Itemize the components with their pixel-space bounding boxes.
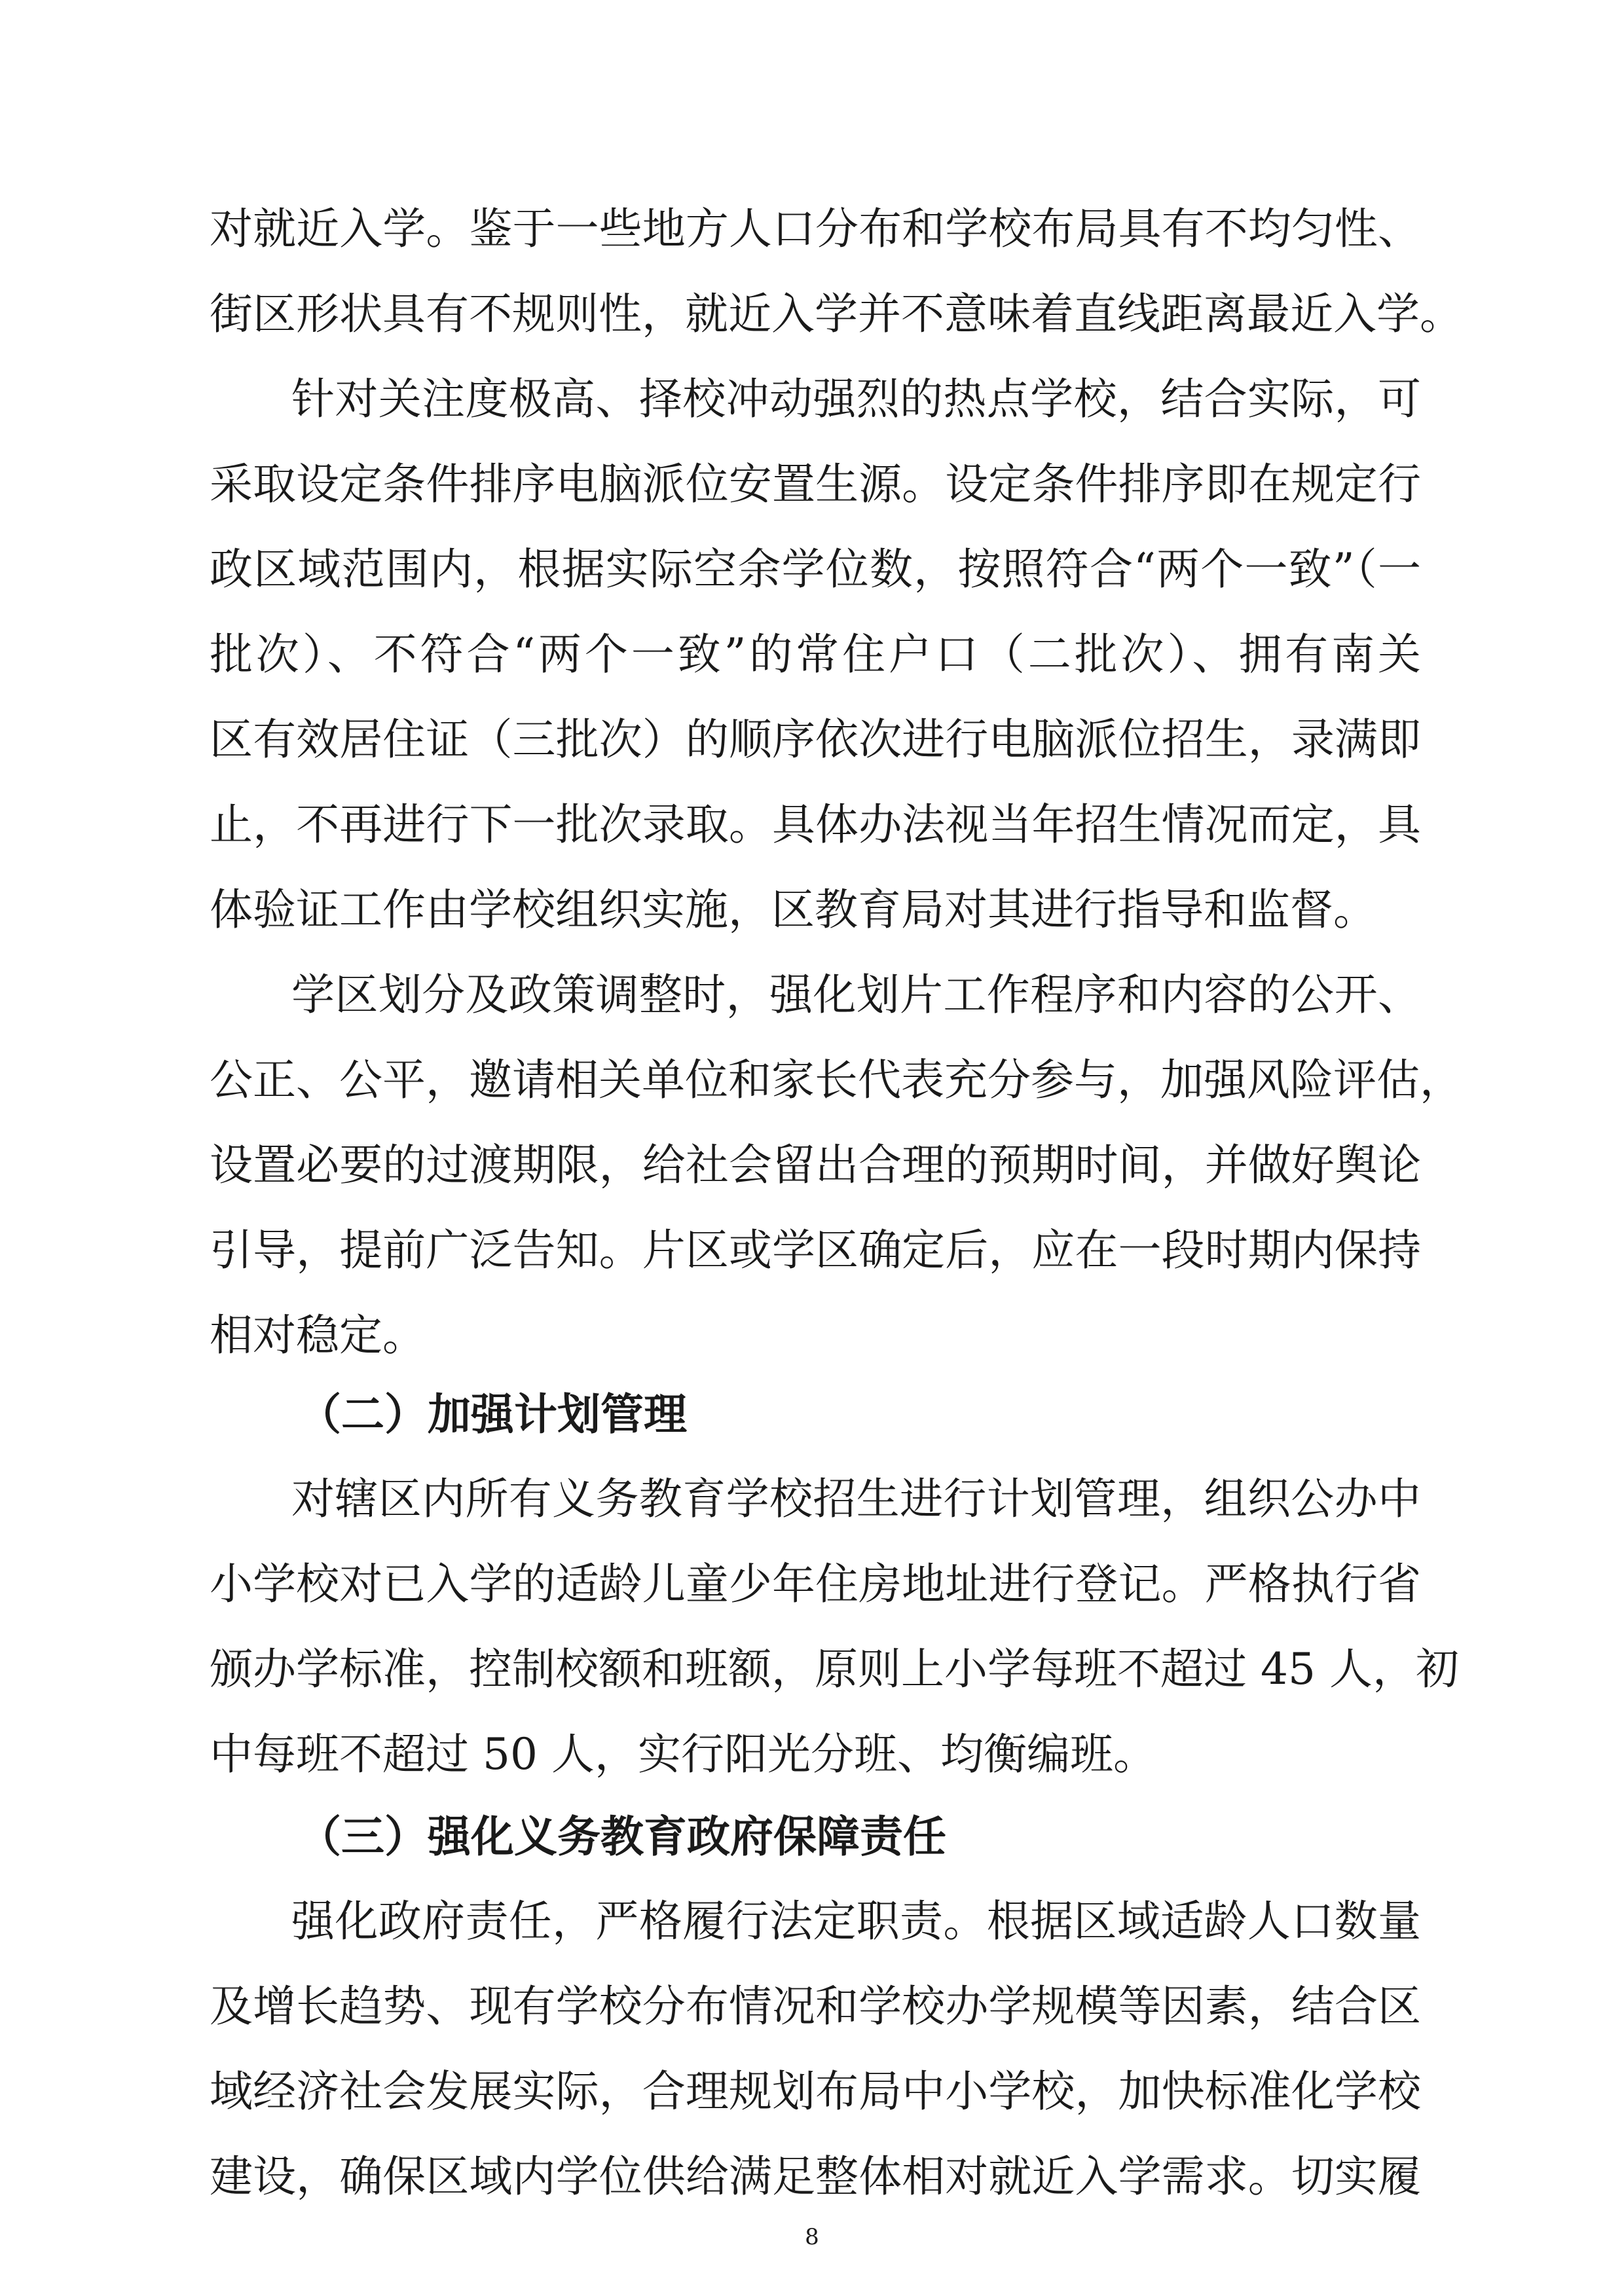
body-line: 对就近入学。鉴于一些地方人口分布和学校布局具有不均匀性、 — [210, 204, 1421, 254]
body-line: 政区域范围内，根据实际空余学位数，按照符合“两个一致”（一 — [210, 544, 1421, 594]
body-line: 中每班不超过 50 人，实行阳光分班、均衡编班。 — [210, 1729, 1156, 1779]
body-line: 公正、公平，邀请相关单位和家长代表充分参与，加强风险评估， — [210, 1055, 1463, 1105]
section-heading: （三）强化义务教育政府保障责任 — [298, 1811, 946, 1862]
body-line: 引导，提前广泛告知。片区或学区确定后，应在一段时期内保持 — [210, 1225, 1421, 1275]
section-heading: （二）加强计划管理 — [298, 1389, 687, 1440]
body-line: 建设，确保区域内学位供给满足整体相对就近入学需求。切实履 — [210, 2151, 1421, 2202]
body-line: 相对稳定。 — [210, 1310, 426, 1360]
body-line: 及增长趋势、现有学校分布情况和学校办学规模等因素，结合区 — [210, 1981, 1421, 2032]
body-line: 学区划分及政策调整时，强化划片工作程序和内容的公开、 — [291, 970, 1421, 1020]
body-line: 批次）、不符合“两个一致”的常住户口（二批次）、拥有南关 — [210, 629, 1421, 680]
body-line: 小学校对已入学的适龄儿童少年住房地址进行登记。严格执行省 — [210, 1559, 1421, 1609]
body-line: 针对关注度极高、择校冲动强烈的热点学校，结合实际，可 — [291, 374, 1421, 424]
body-line: 强化政府责任，严格履行法定职责。根据区域适龄人口数量 — [291, 1896, 1421, 1946]
body-line: 区有效居住证（三批次）的顺序依次进行电脑派位招生，录满即 — [210, 714, 1421, 765]
body-line: 体验证工作由学校组织实施，区教育局对其进行指导和监督。 — [210, 884, 1376, 935]
body-line: 对辖区内所有义务教育学校招生进行计划管理，组织公办中 — [291, 1474, 1421, 1524]
body-line: 设置必要的过渡期限，给社会留出合理的预期时间，并做好舆论 — [210, 1140, 1421, 1190]
body-line: 街区形状具有不规则性，就近入学并不意味着直线距离最近入学。 — [210, 289, 1463, 339]
body-line: 止，不再进行下一批次录取。具体办法视当年招生情况而定，具 — [210, 799, 1421, 850]
body-line: 颁办学标准，控制校额和班额，原则上小学每班不超过 45 人，初 — [210, 1644, 1459, 1694]
body-line: 采取设定条件排序电脑派位安置生源。设定条件排序即在规定行 — [210, 459, 1421, 509]
body-line: 域经济社会发展实际，合理规划布局中小学校，加快标准化学校 — [210, 2066, 1421, 2117]
page-number: 8 — [805, 2224, 819, 2250]
